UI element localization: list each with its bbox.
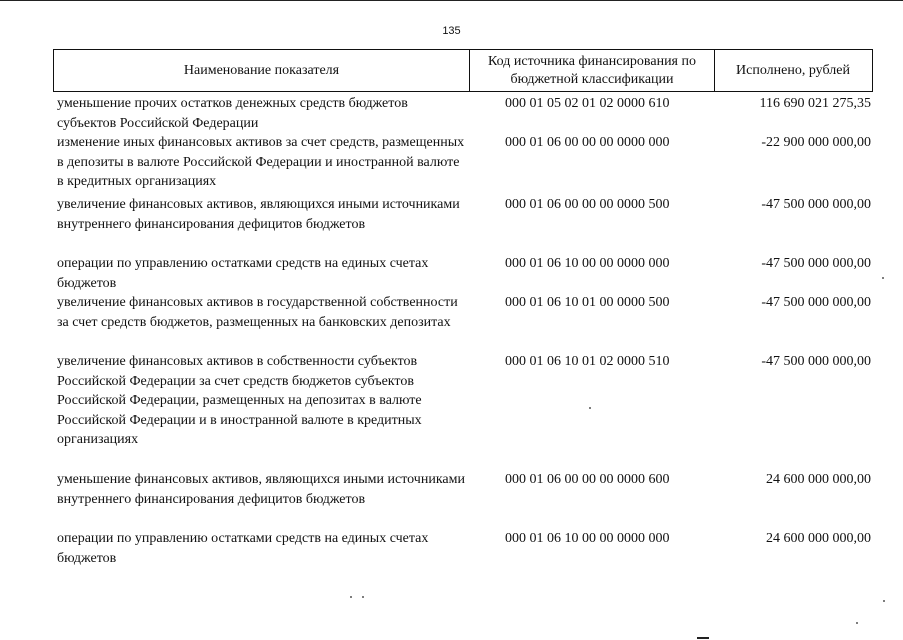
row-name: увеличение финансовых активов в собственности субъектов Российской Федерации за счет средств бюджетов субъектов Российской Федерации, размещенных на депозитах в валюте Российской Федерации и в иностранной валюте в кредитных организациях [57, 354, 422, 447]
row-code: 000 01 06 00 00 00 0000 500 [505, 197, 670, 212]
column-header-name: Наименование показателя [54, 50, 470, 91]
column-header-amount: Исполнено, рублей [736, 62, 850, 78]
row-code: 000 01 06 10 01 00 0000 500 [505, 295, 670, 310]
scan-speck [856, 622, 858, 624]
row-name: операции по управлению остатками средств на единых счетах бюджетов [57, 256, 429, 291]
row-code: 000 01 06 00 00 00 0000 000 [505, 135, 670, 150]
scan-speck [350, 596, 352, 598]
row-amount: 116 690 021 275,35 [759, 96, 871, 111]
scan-speck [362, 596, 364, 598]
row-name: изменение иных финансовых активов за счет средств, размещенных в депозиты в валюте Российской Федерации и иностранной валюте в кредитных организациях [57, 135, 465, 189]
row-name: уменьшение финансовых активов, являющихся иными источниками внутреннего финансирования дефицитов бюджетов [57, 472, 465, 507]
scan-speck [589, 407, 591, 409]
row-code: 000 01 06 10 00 00 0000 000 [505, 531, 670, 546]
row-amount: -47 500 000 000,00 [761, 197, 871, 212]
row-amount: -47 500 000 000,00 [761, 354, 871, 369]
row-amount: 24 600 000 000,00 [766, 472, 871, 487]
row-name: увеличение финансовых активов, являющихся иными источниками внутреннего финансирования дефицитов бюджетов [57, 197, 460, 232]
row-name: увеличение финансовых активов в государственной собственности за счет средств бюджетов, размещенных на банковских депозитах [57, 295, 458, 330]
table-header [53, 49, 873, 92]
scan-speck [882, 277, 884, 279]
page-number: 135 [442, 25, 461, 37]
row-amount: 24 600 000 000,00 [766, 531, 871, 546]
row-amount: -47 500 000 000,00 [761, 256, 871, 271]
scan-edge-top [0, 0, 903, 1]
row-code: 000 01 06 00 00 00 0000 600 [505, 472, 670, 487]
row-code: 000 01 05 02 01 02 0000 610 [505, 96, 670, 111]
row-code: 000 01 06 10 01 02 0000 510 [505, 354, 670, 369]
row-amount: -47 500 000 000,00 [761, 295, 871, 310]
scan-speck [883, 600, 885, 602]
row-amount: -22 900 000 000,00 [761, 135, 871, 150]
scan-edge-bottom-mark [697, 637, 709, 639]
row-code: 000 01 06 10 00 00 0000 000 [505, 256, 670, 271]
row-name: уменьшение прочих остатков денежных средств бюджетов субъектов Российской Федерации [57, 96, 408, 131]
column-header-code: Код источника финансирования по бюджетной классификации [470, 50, 715, 91]
row-name: операции по управлению остатками средств на единых счетах бюджетов [57, 531, 429, 566]
